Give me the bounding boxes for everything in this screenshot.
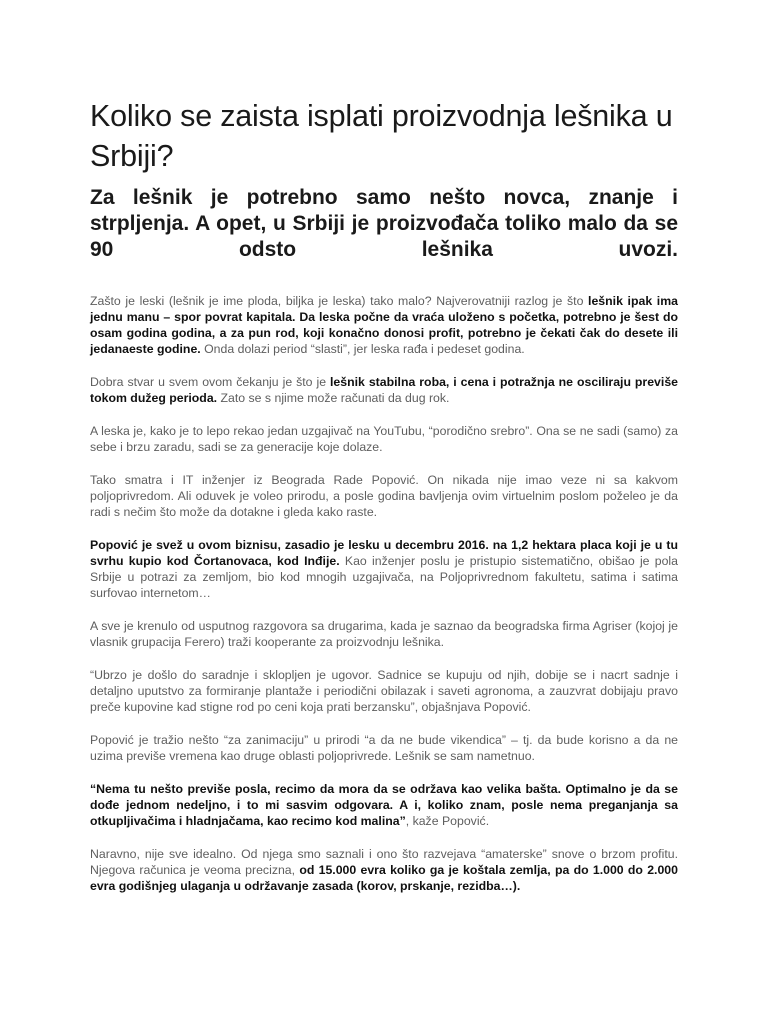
article-body bbox=[90, 293, 678, 894]
text-segment: Zato se s njime može računati da dug rok. bbox=[217, 391, 450, 405]
article-paragraph bbox=[90, 537, 678, 601]
text-segment: “Ubrzo je došlo do saradnje i sklopljen je ugovor. Sadnice se kupuju od njih, dobije se i nacrt sadnje i detaljno uputstvo za formiranje plantaže i periodični obilazak i saveti agronoma, a zauzvrat dobijaju pravo preče kupovine kad stigne rod po ceni koja prati berzansku”, objašnjava Popović. bbox=[90, 668, 678, 714]
text-segment: Dobra stvar u svem ovom čekanju je što je bbox=[90, 375, 331, 389]
article-paragraph bbox=[90, 667, 678, 715]
article-paragraph bbox=[90, 472, 678, 520]
article-title: Koliko se zaista isplati proizvodnja lešnika u Srbiji? bbox=[90, 99, 673, 173]
text-segment: Kao inženjer poslu je pristupio sistematično, obišao je pola Srbije u potrazi za zemljom, bio kod mnogih uzgajivača, na Poljoprivrednom fakultetu, satima i satima surfovao internetom… bbox=[90, 554, 678, 600]
text-segment: , kaže Popović. bbox=[405, 814, 490, 828]
text-segment: A sve je krenulo od usputnog razgovora sa drugarima, kada je saznao da beogradska firma Agriser (kojoj je vlasnik grupacija Ferero) traži kooperante za proizvodnju lešnika. bbox=[90, 619, 678, 649]
article-paragraph bbox=[90, 732, 678, 764]
bold-text: od 15.000 evra koliko ga je koštala zemlja, pa do 1.000 do 2.000 evra godišnjeg ulaganja u održavanje zasada (korov, prskanje, rezidba…). bbox=[90, 863, 678, 893]
article-subtitle: Za lešnik je potrebno samo nešto novca, znanje i strpljenja. A opet, u Srbiji je proizvođača toliko malo da se 90 odsto lešnika uvozi. bbox=[90, 186, 678, 261]
text-segment: Popović je tražio nešto “za zanimaciju” u prirodi “a da ne bude vikendica” – tj. da bude korisno a da ne uzima previše vremena kao druge oblasti poljoprivrede. Lešnik se sam nametnuo. bbox=[90, 733, 678, 763]
article bbox=[90, 96, 678, 911]
text-segment: A leska je, kako je to lepo rekao jedan uzgajivač na YouTubu, “porodično srebro”. Ona se ne sadi (samo) za sebe i brzu zaradu, sadi se za generacije koje dolaze. bbox=[90, 424, 678, 454]
article-paragraph bbox=[90, 423, 678, 455]
article-paragraph bbox=[90, 846, 678, 894]
article-paragraph bbox=[90, 374, 678, 406]
text-segment: Onda dolazi period “slasti”, jer leska rađa i pedeset godina. bbox=[200, 342, 525, 356]
article-paragraph bbox=[90, 293, 678, 357]
bold-text: “Nema tu nešto previše posla, recimo da mora da se održava kao velika bašta. Optimalno je da se dođe jednom nedeljno, i to mi sasvim odgovara. A i, koliko znam, posle nema preganjanja sa otkupljivačima i hladnjačama, kao recimo kod malina” bbox=[90, 782, 678, 828]
bold-text: lešnik stabilna roba, i cena i potražnja ne osciliraju previše tokom dužeg perioda. bbox=[90, 375, 678, 405]
text-segment: Naravno, nije sve idealno. Od njega smo saznali i ono što razvejava “amaterske” snove o brzom profitu. Njegova računica je veoma precizna, bbox=[90, 847, 678, 877]
text-segment: Tako smatra i IT inženjer iz Beograda Rade Popović. On nikada nije imao veze ni sa kakvom poljoprivredom. Ali oduvek je voleo prirodu, a posle godina bavljenja ovim virtuelnim poslom poželeo je da radi s nečim što može da dotakne i gleda kako raste. bbox=[90, 473, 678, 519]
bold-text: lešnik ipak ima jednu manu – spor povrat kapitala. Da leska počne da vraća uloženo s početka, potrebno je šest do osam godina godina, a za pun rod, koji konačno donosi profit, potrebno je čekati čak do desete ili jedanaeste godine. bbox=[90, 294, 678, 356]
article-paragraph bbox=[90, 781, 678, 829]
article-paragraph bbox=[90, 618, 678, 650]
bold-text: Popović je svež u ovom biznisu, zasadio je lesku u decembru 2016. na 1,2 hektara placa koji je u tu svrhu kupio kod Čortanovaca, kod Inđije. bbox=[90, 538, 678, 568]
text-segment: Zašto je leski (lešnik je ime ploda, biljka je leska) tako malo? Najverovatniji razlog je što bbox=[90, 294, 589, 308]
